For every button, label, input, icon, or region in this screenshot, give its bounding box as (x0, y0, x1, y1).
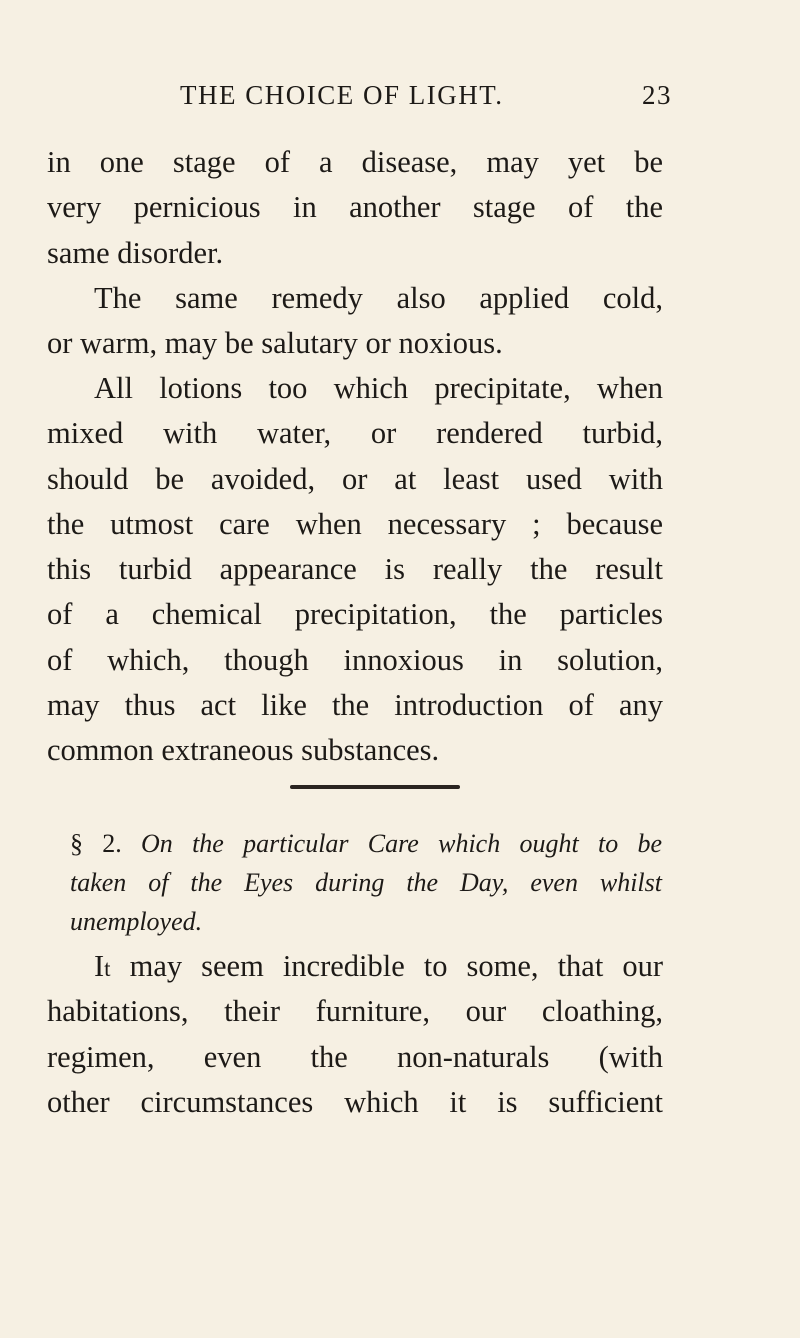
heading-line: taken of the Eyes during the Day, even whilst (70, 868, 662, 897)
text-line: may thus act like the introduction of any (47, 688, 663, 723)
text-line: in one stage of a disease, may yet be (47, 145, 663, 179)
section-divider (290, 785, 460, 789)
running-head (180, 80, 672, 120)
section-heading (70, 824, 662, 941)
paragraph-3 (47, 366, 663, 774)
heading-line: unemployed. (70, 907, 203, 936)
text-line: of which, though innoxious in solution, (47, 642, 663, 677)
text-line: regimen, even the non-naturals (with (47, 1039, 663, 1074)
paragraph-1 (47, 140, 663, 276)
text-line: of a chemical precipitation, the particles (47, 597, 663, 632)
text-line: the utmost care when necessary ; because (47, 506, 663, 541)
text-line: this turbid appearance is really the result (47, 552, 663, 587)
text-line: All lotions too which precipitate, when (94, 371, 663, 405)
text-line: other circumstances which it is sufficient (47, 1084, 663, 1119)
text-line: habitations, their furniture, our cloathing, (47, 994, 663, 1029)
text-line: may seem incredible to some, that our (110, 949, 663, 983)
text-line: should be avoided, or at least used with (47, 461, 663, 496)
text-line: very pernicious in another stage of the (47, 190, 663, 225)
page-number: 23 (642, 80, 672, 110)
paragraph-4 (47, 944, 663, 1125)
heading-line: On the particular Care which ought to be (141, 829, 662, 858)
text-line: The same remedy also applied cold, (94, 281, 663, 315)
running-title: THE CHOICE OF LIGHT. (180, 80, 504, 110)
text-line: mixed with water, or rendered turbid, (47, 416, 663, 451)
text-line: common extraneous substances. (47, 733, 440, 768)
small-caps-text: t (104, 956, 111, 981)
section-mark: § 2. (70, 829, 122, 858)
paragraph-2 (47, 276, 663, 367)
drop-initial: I (94, 949, 105, 983)
text-line: or warm, may be salutary or noxious. (47, 326, 503, 361)
text-line: same disorder. (47, 235, 224, 270)
